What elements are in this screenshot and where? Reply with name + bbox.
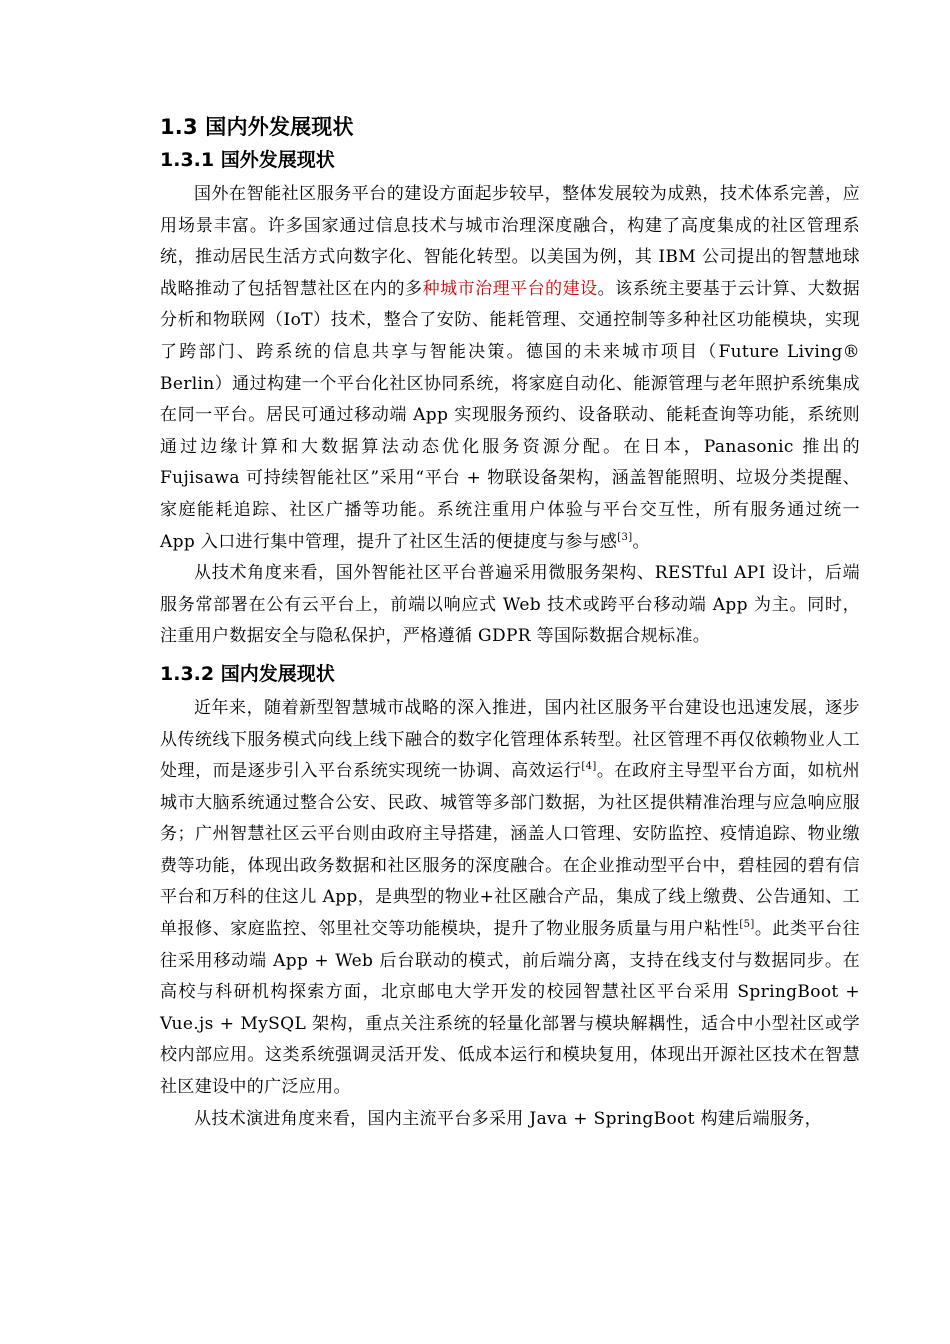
highlighted-text: 种城市治理平台的建设 (422, 278, 598, 299)
citation-ref: [4] (581, 761, 597, 773)
subsection-heading-foreign: 1.3.1 国外发展现状 (160, 149, 335, 171)
text-run: 。该系统主要基于云计算、大数据分析和物联网（IoT）技术，整合了安防、能耗管理、交通控制等多种社区功能模块，实现了跨部门、跨系统的信息共享与智能决策。德国的未来城市项目（Future Living® Berlin）通过构建一个平台化社区协同系统，将家庭自动化、能源管理与老年照护系统集成在同一平台。居民可通过移动端 App 实现服务预约、设备联动、能耗查询等功能，系统则通过边缘计算和大数据算法动态优化服务资源分配。在日本，Panasonic 推出的 Fujisawa 可持续智能社区”采用“平台 + 物联设备架构，涵盖智能照明、垃圾分类提醒、家庭能耗追踪、社区广播等功能。系统注重用户体验与平台交互性，所有服务通过统一 App 入口进行集中管理，提升了社区生活的便捷度与参与感 (160, 278, 861, 552)
paragraph-foreign-2: 从技术角度来看，国外智能社区平台普遍采用微服务架构、RESTful API 设计，后端服务常部署在公有云平台上，前端以响应式 Web 技术或跨平台移动端 App 为主。同时，注重用户数据安全与隐私保护，严格遵循 GDPR 等国际数据合规标准。 (160, 563, 860, 647)
section-heading: 1.3 国内外发展现状 (160, 115, 354, 139)
paragraph-domestic-2: 从技术演进角度来看，国内主流平台多采用 Java + SpringBoot 构建后端服务， (194, 1108, 823, 1129)
text-run: 。 (632, 531, 650, 552)
citation-ref: [5] (739, 919, 755, 931)
paragraph-domestic-1 (160, 693, 860, 1104)
text-run: 。此类平台往往采用移动端 App + Web 后台联动的模式，前后端分离，支持在线支付与数据同步。在高校与科研机构探索方面，北京邮电大学开发的校园智慧社区平台采用 SpringBoot + Vue.js + MySQL 架构，重点关注系统的轻量化部署与模块解耦性，适合中小型社区或学校内部应用。这类系统强调灵活开发、低成本运行和模块复用，体现出开源社区技术在智慧社区建设中的广泛应用。 (160, 919, 860, 1098)
paragraph-foreign-1 (160, 179, 860, 558)
text-run: 近年来，随着新型智慧城市战略的深入推进，国内社区服务平台建设也迅速发展，逐步从传统线下服务模式向线上线下融合的数字化管理体系转型。社区管理不再仅依赖物业人工处理，而是逐步引入平台系统实现统一协调、高效运行 (160, 697, 860, 782)
text-run: 。在政府主导型平台方面，如杭州城市大脑系统通过整合公安、民政、城管等多部门数据，为社区提供精准治理与应急响应服务；广州智慧社区云平台则由政府主导搭建，涵盖人口管理、安防监控、疫情追踪、物业缴费等功能，体现出政务数据和社区服务的深度融合。在企业推动型平台中，碧桂园的碧有信平台和万科的住这儿 App，是典型的物业+社区融合产品，集成了线上缴费、公告通知、工单报修、家庭监控、邻里社交等功能模块，提升了物业服务质量与用户粘性 (160, 761, 860, 940)
citation-ref: [3] (617, 531, 633, 543)
subsection-heading-domestic: 1.3.2 国内发展现状 (160, 662, 335, 685)
text-run: 国外在智能社区服务平台的建设方面起步较早，整体发展较为成熟，技术体系完善，应用场景丰富。许多国家通过信息技术与城市治理深度融合，构建了高度集成的社区管理系统，推动居民生活方式向数字化、智能化转型。以美国为例，其 IBM 公司提出的智慧地球战略推动了包括智慧社区在内的多 (160, 184, 860, 299)
